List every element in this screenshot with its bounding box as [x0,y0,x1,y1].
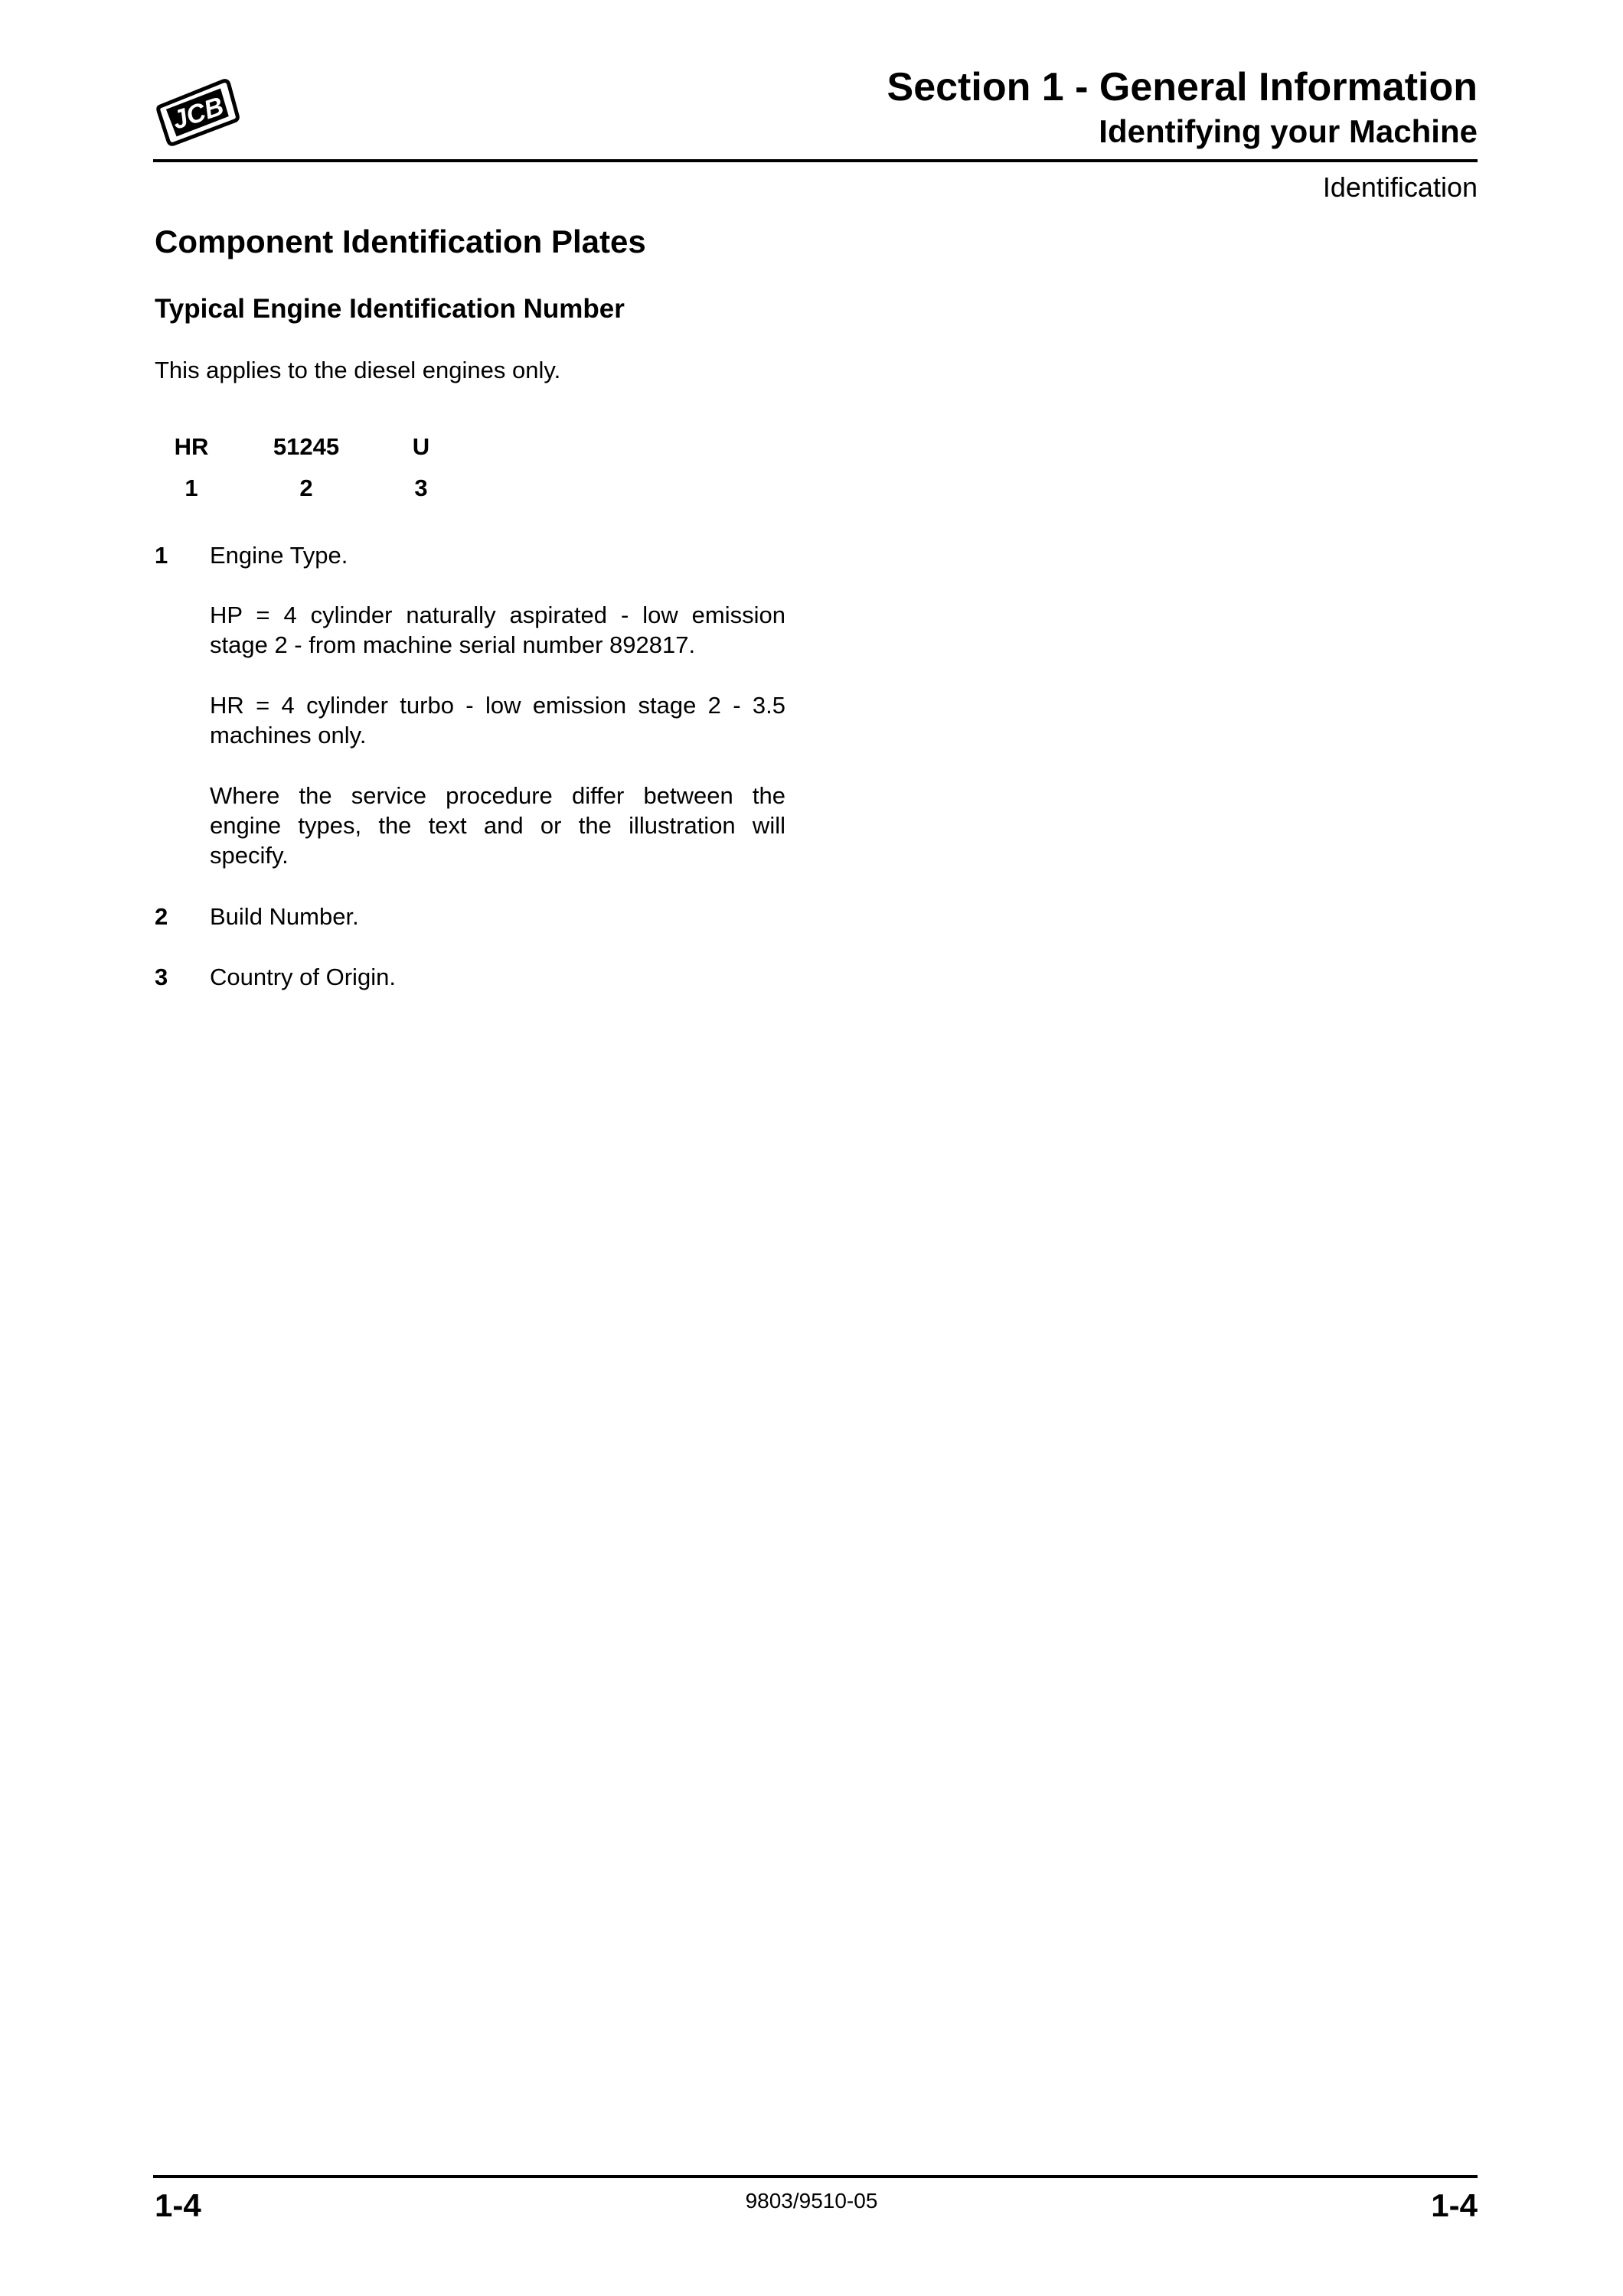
header-divider [153,159,1478,162]
engine-code-row [155,433,461,464]
engine-type-hp-text: HP = 4 cylinder naturally aspirated - low emission stage 2 - from machine serial number 892817. [210,602,785,658]
intro-text: This applies to the diesel engines only. [155,357,561,383]
page-number-left: 1-4 [155,2187,201,2223]
engine-type-note-text: Where the service procedure differ between the engine types, the text and or the illustration will specify. [210,782,785,869]
engine-code-index: 1 [185,475,198,501]
list-item-label: Build Number. [210,903,359,930]
list-item-label: Country of Origin. [210,964,396,990]
subheading: Typical Engine Identification Number [155,294,625,324]
jcb-logo [153,73,243,150]
engine-code-index: 3 [414,475,428,501]
engine-code-index-row [155,475,461,505]
page-number-right: 1-4 [1431,2187,1478,2223]
footer-divider [153,2175,1478,2178]
list-item-number: 1 [155,542,168,569]
list-item-label: Engine Type. [210,542,348,569]
engine-code-type: HR [174,433,209,460]
section-title: Section 1 - General Information [887,65,1478,109]
subsection-label: Identification [1322,171,1478,203]
engine-code-country: U [412,433,430,460]
engine-type-hr-text: HR = 4 cylinder turbo - low emission stage 2 - 3.5 machines only. [210,692,785,748]
page-subtitle: Identifying your Machine [1099,113,1478,149]
list-item-number: 2 [155,903,168,930]
document-code: 9803/9510-05 [745,2189,878,2213]
jcb-logo-text: JCB [168,91,227,135]
jcb-logo-mark [153,73,243,150]
page-heading: Component Identification Plates [155,223,646,259]
list-item-number: 3 [155,964,168,990]
engine-code-build: 51245 [273,433,340,460]
engine-code-index: 2 [299,475,313,501]
